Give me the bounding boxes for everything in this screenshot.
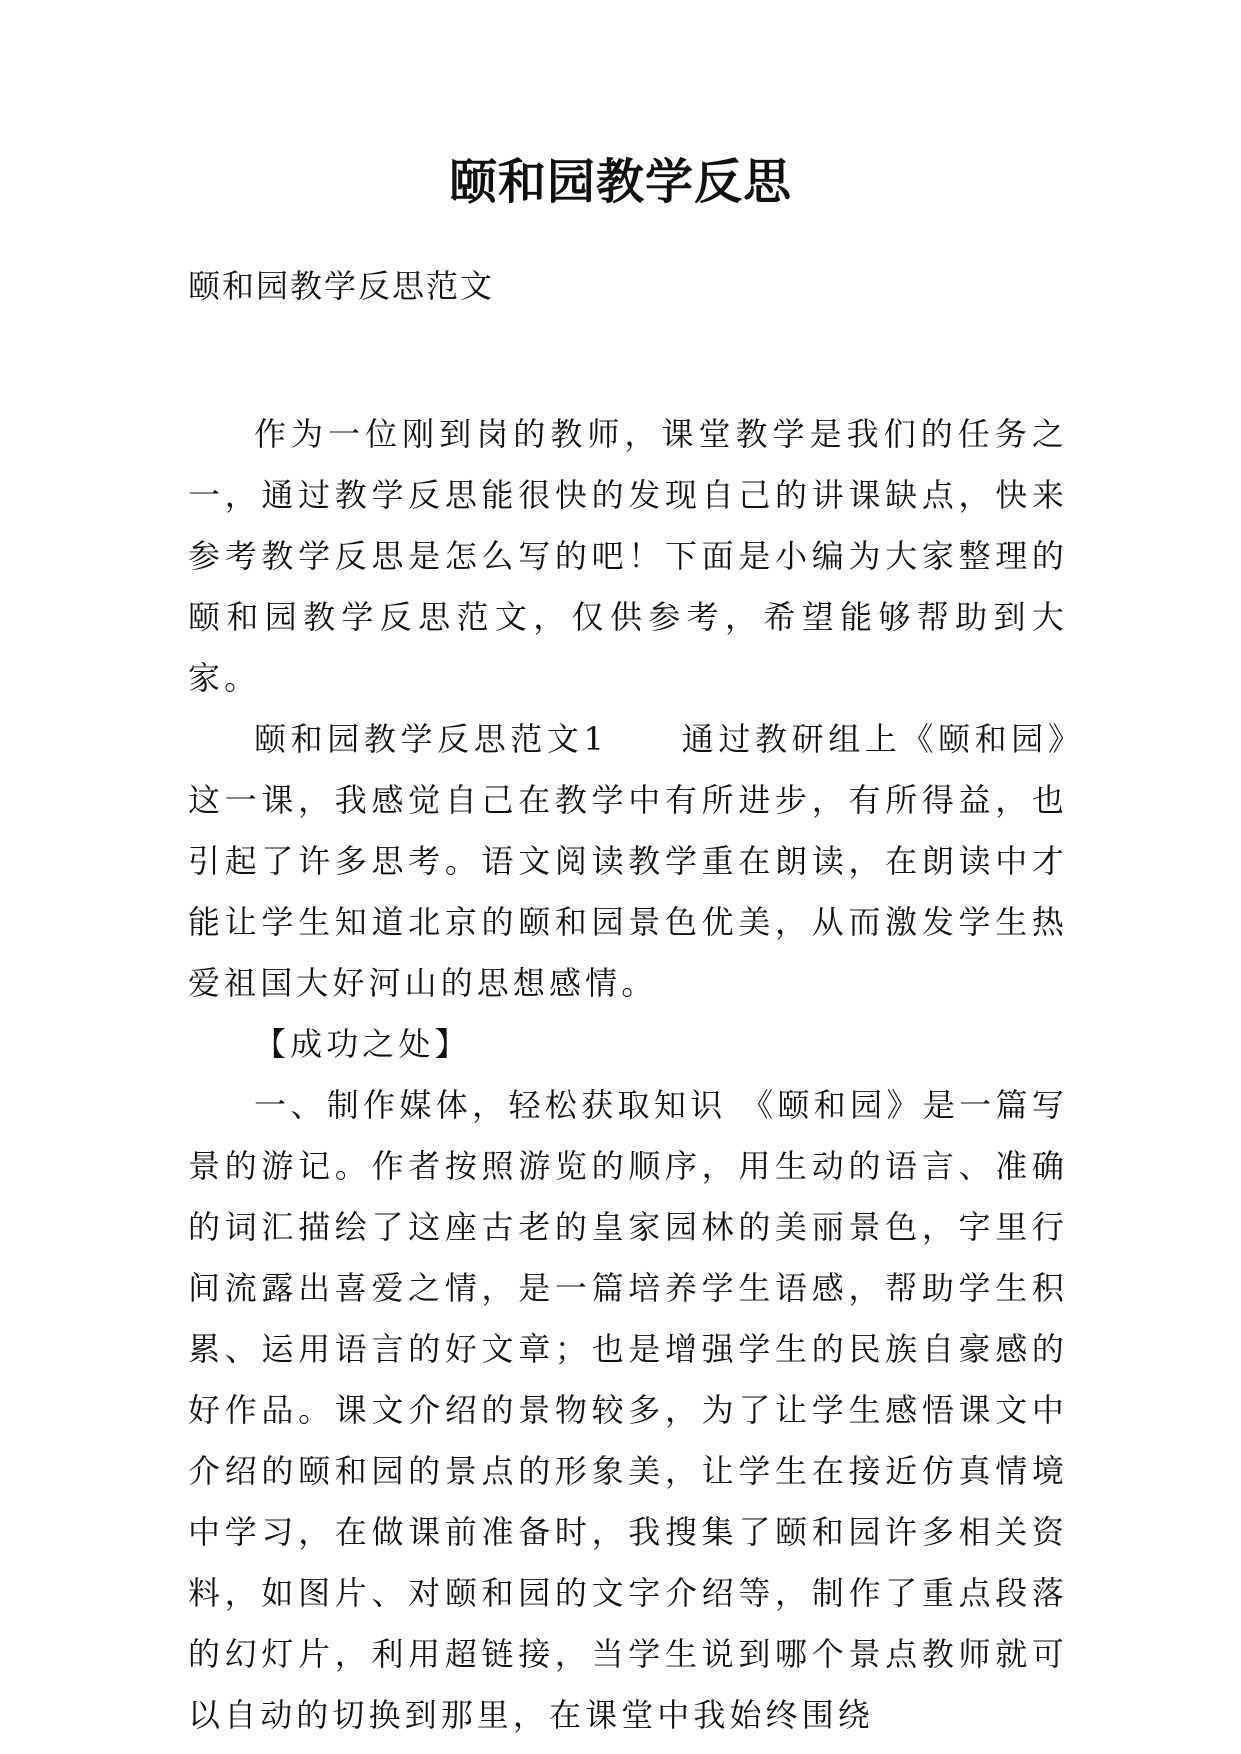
paragraph-example-1: 颐和园教学反思范文1 通过教研组上《颐和园》这一课，我感觉自己在教学中有所进步，有所得益，也引起了许多思考。语文阅读教学重在朗读，在朗读中才能让学生知道北京的颐和园景色优美，从而激发学生热爱祖国大好河山的思想感情。 [188, 720, 1068, 1002]
paragraph-intro: 作为一位刚到岗的教师，课堂教学是我们的任务之一，通过教学反思能很快的发现自己的讲课缺点，快来参考教学反思是怎么写的吧！下面是小编为大家整理的颐和园教学反思范文，仅供参考，希望能够帮助到大家。 [188, 415, 1068, 697]
document-body [188, 404, 1068, 1746]
document-subtitle: 颐和园教学反思范文 [188, 267, 495, 305]
section-heading-successes: 【成功之处】 [254, 1025, 471, 1063]
paragraph-media: 一、制作媒体，轻松获取知识 《颐和园》是一篇写景的游记。作者按照游览的顺序，用生动的语言、准确的词汇描绘了这座古老的皇家园林的美丽景色，字里行间流露出喜爱之情，是一篇培养学生语感，帮助学生积累、运用语言的好文章；也是增强学生的民族自豪感的好作品。课文介绍的景物较多，为了让学生感悟课文中介绍的颐和园的景点的形象美，让学生在接近仿真情境中学习，在做课前准备时，我搜集了颐和园许多相关资料，如图片、对颐和园的文字介绍等，制作了重点段落的幻灯片，利用超链接，当学生说到哪个景点教师就可以自动的切换到那里，在课堂中我始终围绕 [188, 1086, 1068, 1734]
document-title: 颐和园教学反思 [448, 154, 792, 210]
